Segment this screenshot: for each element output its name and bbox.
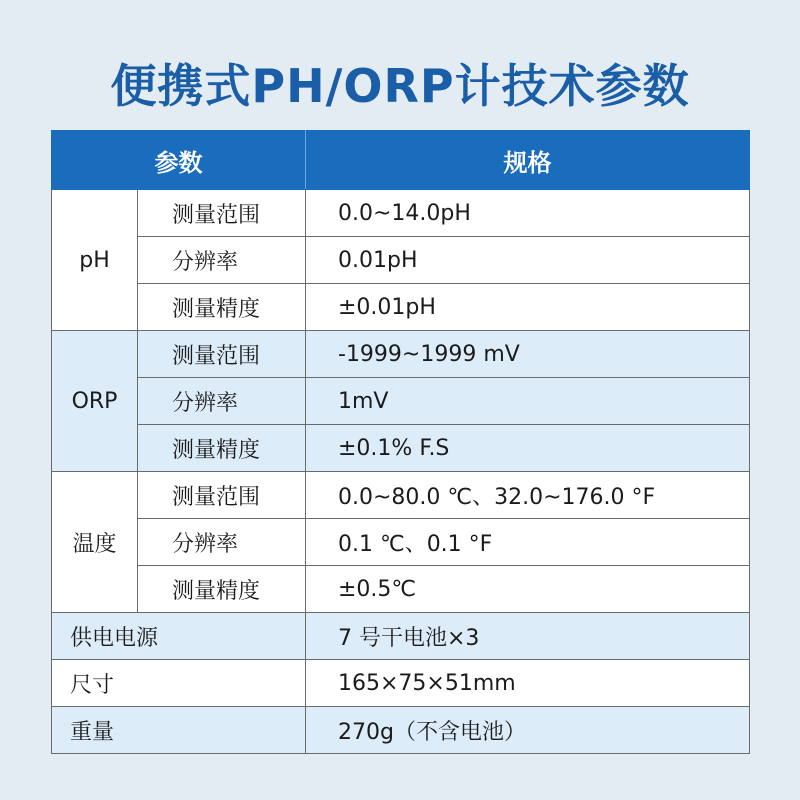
row-value: -1999~1999 mV [306, 331, 750, 378]
row-value-weight: 270g（不含电池） [306, 707, 750, 754]
table-row [52, 707, 750, 754]
row-value: ±0.1% F.S [306, 425, 750, 472]
row-label: 测量精度 [138, 284, 306, 331]
row-label-size: 尺寸 [52, 660, 306, 707]
table-row [52, 519, 750, 566]
table-row [52, 378, 750, 425]
row-value: 0.01pH [306, 237, 750, 284]
row-label: 测量精度 [138, 566, 306, 613]
table-row [52, 425, 750, 472]
row-value: 1mV [306, 378, 750, 425]
row-label: 分辨率 [138, 519, 306, 566]
row-label: 测量精度 [138, 425, 306, 472]
table-row [52, 284, 750, 331]
spec-table [51, 130, 750, 754]
group-name-orp: ORP [52, 331, 138, 472]
row-value: ±0.01pH [306, 284, 750, 331]
row-value: 0.0~14.0pH [306, 190, 750, 237]
row-label-power: 供电电源 [52, 613, 306, 660]
row-value-size: 165×75×51mm [306, 660, 750, 707]
row-value-power: 7 号干电池×3 [306, 613, 750, 660]
table-row [52, 660, 750, 707]
row-value: 0.1 ℃、0.1 °F [306, 519, 750, 566]
row-label-weight: 重量 [52, 707, 306, 754]
table-header-row [52, 131, 750, 190]
table-row [52, 566, 750, 613]
row-label: 测量范围 [138, 472, 306, 519]
group-name-ph: pH [52, 190, 138, 331]
group-name-temperature: 温度 [52, 472, 138, 613]
header-spec: 规格 [306, 131, 750, 190]
table-row [52, 613, 750, 660]
row-value: ±0.5℃ [306, 566, 750, 613]
row-label: 分辨率 [138, 237, 306, 284]
table-row [52, 331, 750, 378]
table-row [52, 190, 750, 237]
table-row [52, 237, 750, 284]
row-label: 测量范围 [138, 331, 306, 378]
table-row [52, 472, 750, 519]
row-label: 测量范围 [138, 190, 306, 237]
row-label: 分辨率 [138, 378, 306, 425]
page-title: 便携式PH/ORP计技术参数 [110, 59, 690, 113]
row-value: 0.0~80.0 ℃、32.0~176.0 °F [306, 472, 750, 519]
header-param: 参数 [52, 131, 306, 190]
